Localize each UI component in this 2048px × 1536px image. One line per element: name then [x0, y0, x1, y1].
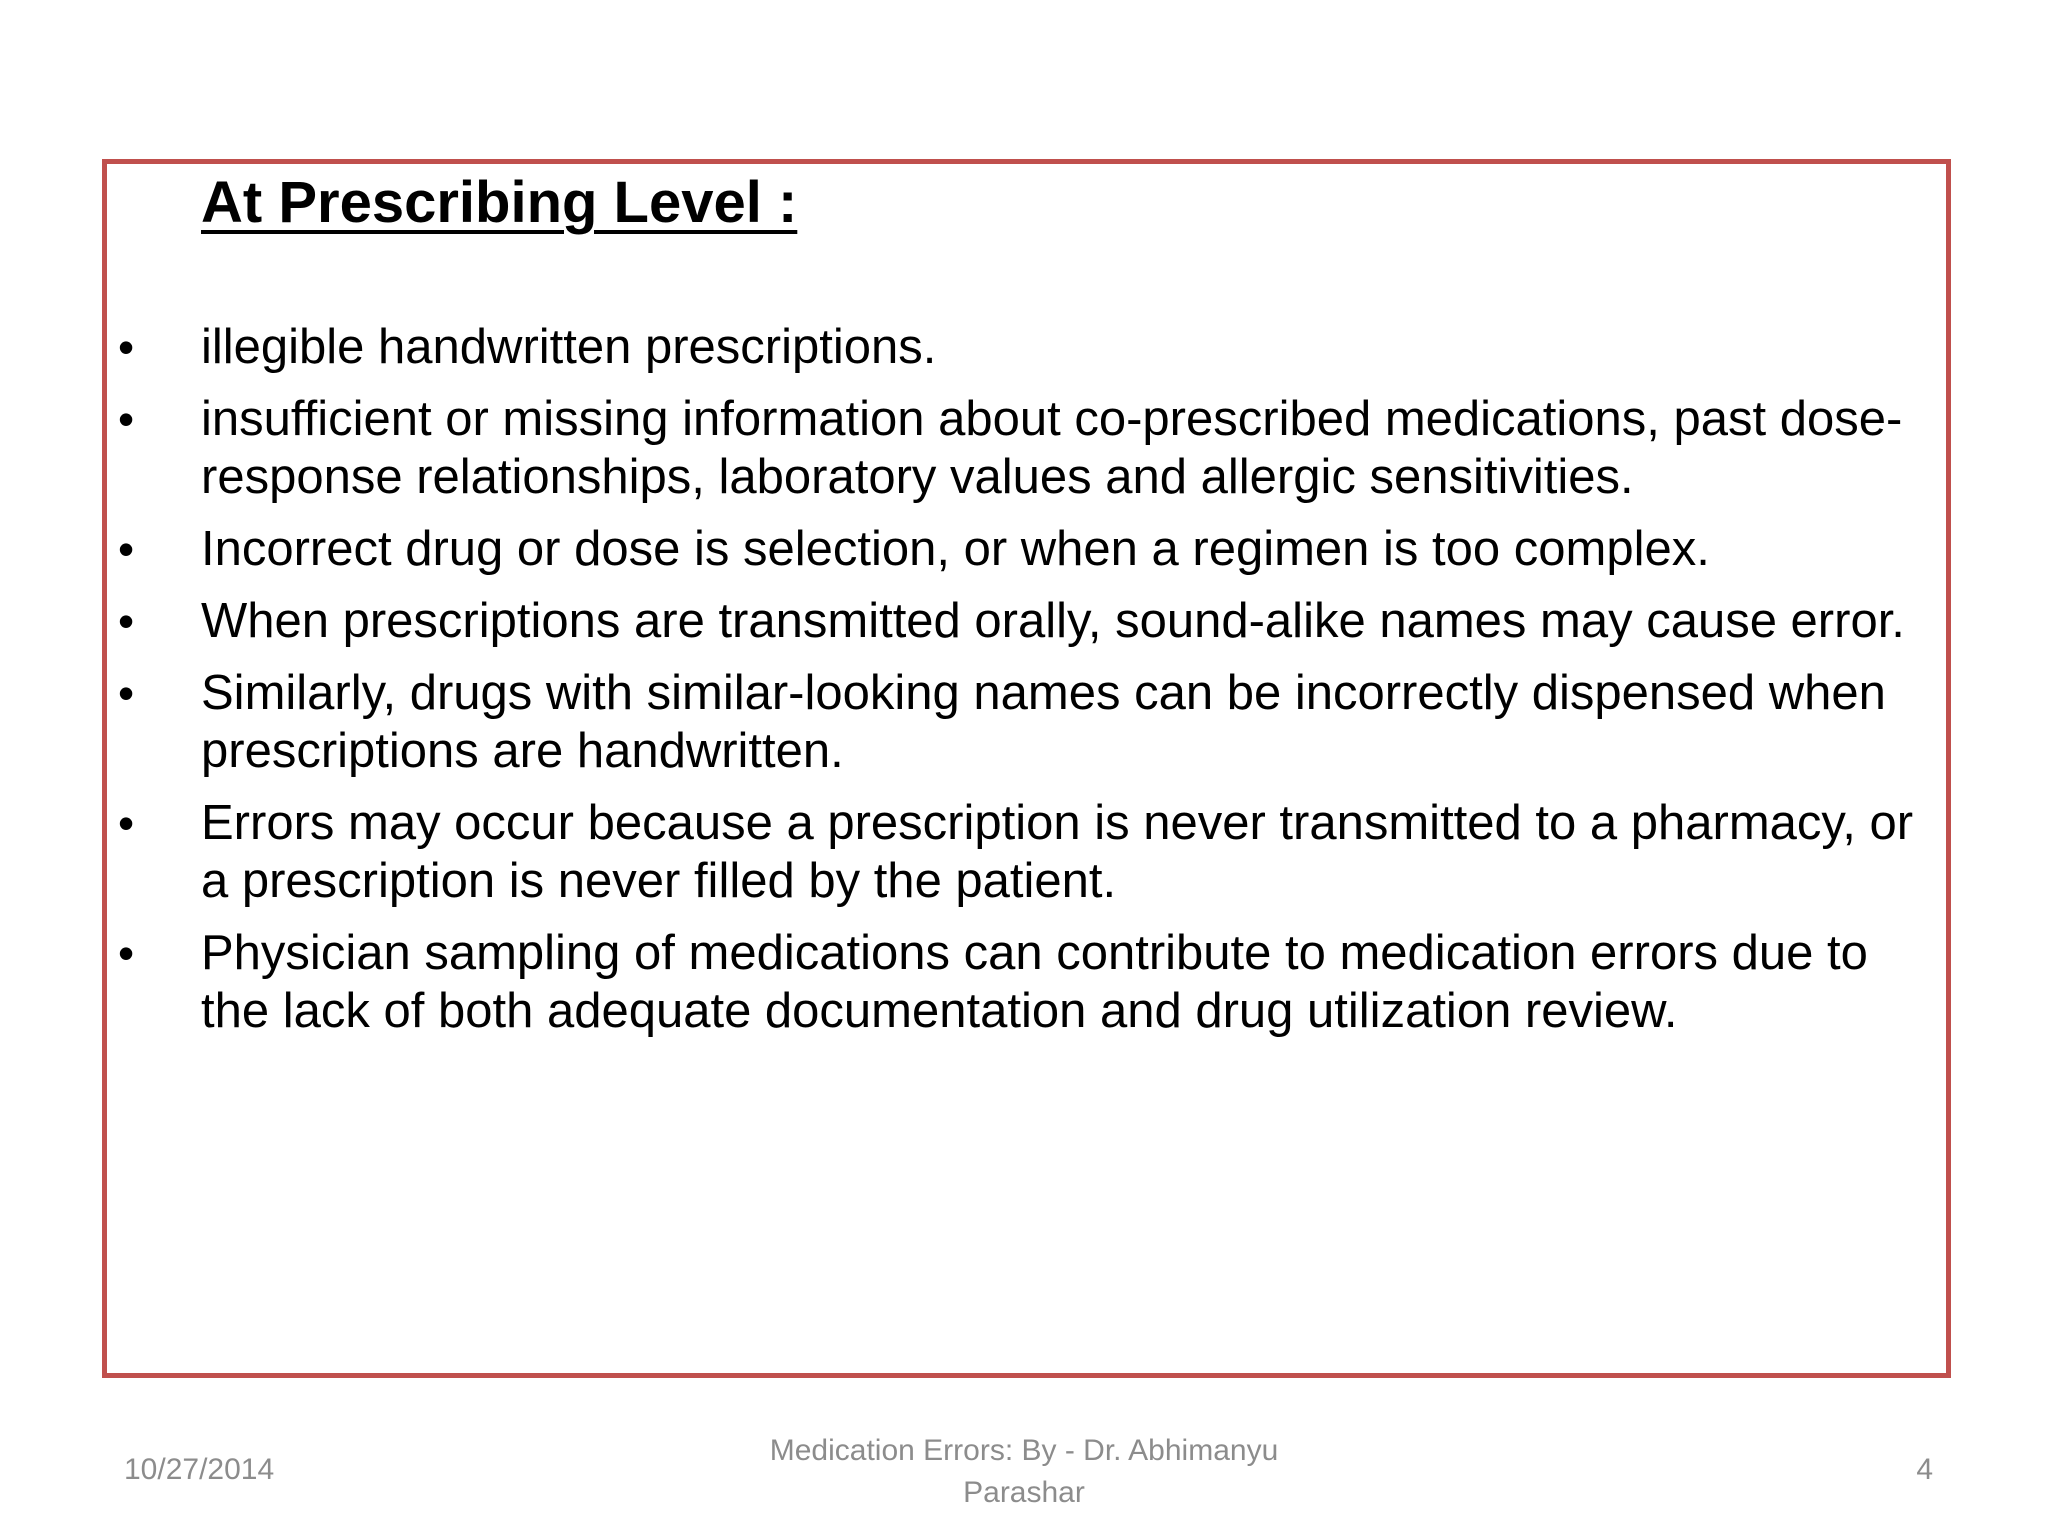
bullet-item — [118, 318, 1918, 376]
bullet-item — [118, 592, 1918, 650]
bullet-text: When prescriptions are transmitted orally, sound-alike names may cause error. — [201, 594, 1905, 648]
bullet-text: illegible handwritten prescriptions. — [201, 320, 937, 374]
bullet-icon: • — [118, 595, 135, 647]
bullet-text: Errors may occur because a prescription is never transmitted to a pharmacy, or a prescription is never filled by the patient. — [201, 796, 1914, 908]
bullet-icon: • — [118, 393, 135, 445]
bullet-text: Physician sampling of medications can contribute to medication errors due to the lack of both adequate documentation and drug utilization review. — [201, 926, 1868, 1038]
bullet-text: Incorrect drug or dose is selection, or when a regimen is too complex. — [201, 522, 1710, 576]
page-number: 4 — [1916, 1453, 1933, 1486]
footer-date: 10/27/2014 — [124, 1453, 275, 1486]
bullet-icon: • — [118, 797, 135, 849]
bullet-item — [118, 794, 1918, 910]
bullet-icon: • — [118, 523, 135, 575]
bullet-icon: • — [118, 667, 135, 719]
bullet-text: insufficient or missing information about co-prescribed medications, past dose-response relationships, laboratory values and allergic sensitivities. — [201, 392, 1903, 504]
bullet-icon: • — [118, 321, 135, 373]
bullet-item — [118, 520, 1918, 578]
bullet-icon: • — [118, 927, 135, 979]
slide-heading: At Prescribing Level : — [201, 170, 798, 235]
bullet-list — [118, 318, 1918, 1054]
bullet-item — [118, 924, 1918, 1040]
bullet-item — [118, 664, 1918, 780]
footer-title: Medication Errors: By - Dr. Abhimanyu Parashar — [769, 1434, 1279, 1509]
bullet-text: Similarly, drugs with similar-looking names can be incorrectly dispensed when prescriptions are handwritten. — [201, 666, 1886, 778]
bullet-item — [118, 390, 1918, 506]
